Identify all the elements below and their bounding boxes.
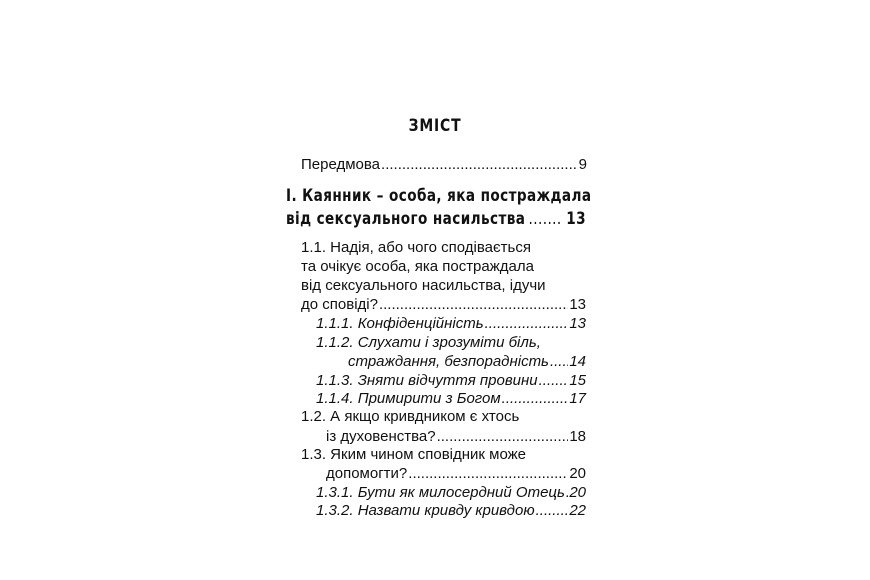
toc-entry-label: допомогти? [326,465,408,482]
toc-title: ЗМІСТ [408,116,462,136]
leader-dots [550,352,568,372]
leader-dots [566,483,568,503]
toc-entry-1-1-2-line1: 1.1.2. Слухати і зрозуміти біль, [316,334,541,351]
toc-entry-page: 13 [569,315,586,332]
toc-entry-preface [301,155,587,175]
toc-entry-label: до сповіді? [301,296,378,313]
toc-entry-page: 15 [569,372,586,389]
toc-entry-1-3-1 [316,483,586,503]
toc-entry-1-2-line1: 1.2. А якщо кривдником є хтось [301,408,520,425]
toc-entry-label: 1.1.1. Конфіденційність [316,315,484,332]
toc-entry-page: 20 [569,484,586,501]
toc-entry-page: 13 [569,296,586,313]
toc-entry-1-1-3 [316,371,586,391]
toc-entry-page: 14 [569,353,586,370]
leader-dots [485,314,569,334]
toc-entry-page: 22 [569,502,586,519]
toc-entry-1-1-1 [316,314,586,334]
leader-dots [408,464,568,484]
toc-entry-1-1 [301,295,586,315]
leader-dots [381,155,578,175]
leader-dots [437,427,569,447]
toc-entry-page: 9 [578,156,587,173]
toc-entry-label: Передмова [301,156,381,173]
toc-entry-1-1-2 [348,352,586,372]
section-heading-line1: I. Каянник – особа, яка постраждала [286,186,592,206]
toc-entry-label: 1.1.4. Примирити з Богом [316,390,501,407]
leader-dots [536,501,569,521]
toc-entry-1-1-4 [316,389,586,409]
toc-entry-1-3-2 [316,501,586,521]
leader-dots [529,207,564,231]
leader-dots [539,371,569,391]
toc-entry-1-1-line3: від сексуального насильства, ідучи [301,277,546,294]
toc-entry-1-3-line1: 1.3. Яким чином сповідник може [301,446,527,463]
leader-dots [379,295,568,315]
leader-dots [502,389,569,409]
section-heading-page: 13 [566,209,586,229]
toc-entry-1-1-line1: 1.1. Надія, або чого сподівається [301,239,531,256]
toc-entry-1-1-line2: та очікує особа, яка постраждала [301,258,534,275]
toc-entry-label: 1.3.2. Назвати кривду кривдою [316,502,535,519]
section-heading-line2 [286,207,586,231]
toc-entry-page: 20 [569,465,586,482]
toc-entry-label: страждання, безпорадність [348,353,549,370]
toc-entry-label: 1.1.3. Зняти відчуття провини [316,372,538,389]
section-heading-text: від сексуального насильства [286,209,526,229]
toc-entry-page: 17 [569,390,586,407]
toc-entry-label: із духовенства? [326,428,436,445]
toc-entry-1-3 [326,464,586,484]
toc-entry-label: 1.3.1. Бути як милосердний Отець [316,484,565,501]
toc-entry-page: 18 [569,428,586,445]
toc-entry-1-2 [326,427,586,447]
